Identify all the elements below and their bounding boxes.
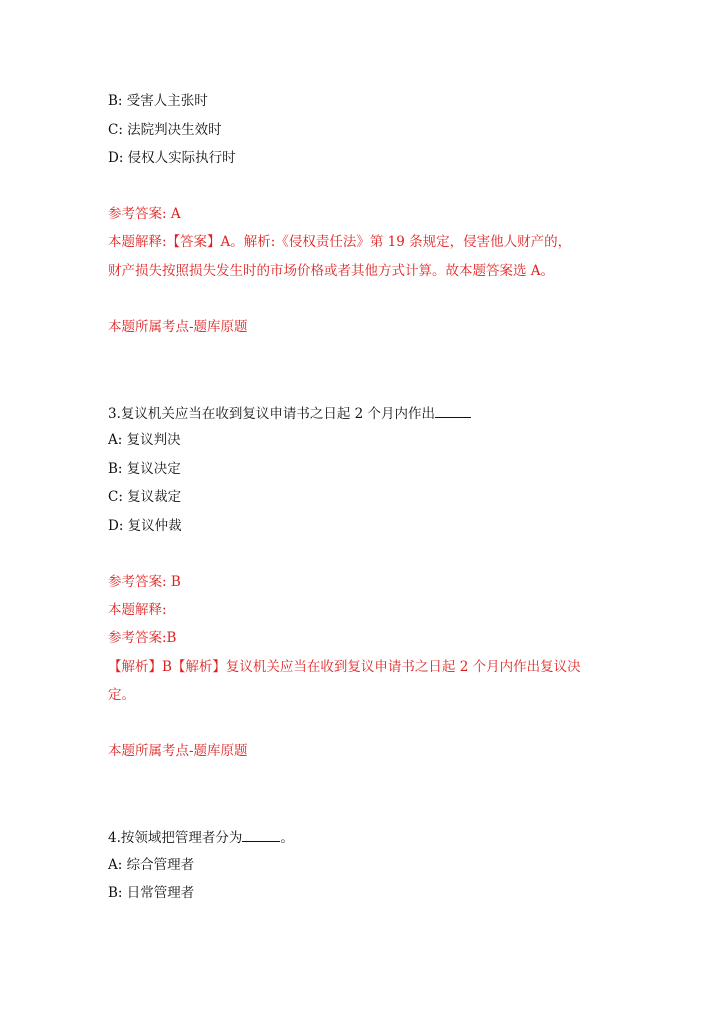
q3-question-text: 3.复议机关应当在收到复议申请书之日起 2 个月内作出	[108, 406, 436, 422]
q3-answer-blank	[435, 403, 471, 418]
q4-option-b: B: 日常管理者	[108, 885, 195, 901]
q2-category: 本题所属考点-题库原题	[108, 319, 248, 335]
q3-option-d: D: 复议仲裁	[108, 518, 182, 534]
q3-analysis-line2: 定。	[108, 687, 135, 703]
q2-explanation-line1: 本题解释:【答案】A。解析:《侵权责任法》第 19 条规定，侵害他人财产的，	[108, 234, 572, 250]
q3-option-a: A: 复议判决	[108, 432, 181, 448]
q3-answer2: 参考答案:B	[108, 630, 177, 646]
q3-explanation-label: 本题解释:	[108, 602, 167, 618]
q2-explanation-line2: 财产损失按照损失发生时的市场价格或者其他方式计算。故本题答案选 A。	[108, 263, 555, 279]
q2-option-c: C: 法院判决生效时	[108, 122, 222, 138]
q4-question	[108, 827, 294, 847]
q3-question	[108, 403, 471, 423]
q3-option-b: B: 复议决定	[108, 461, 181, 477]
q4-answer-blank	[242, 827, 280, 842]
q2-answer: 参考答案: A	[108, 206, 181, 222]
q3-option-c: C: 复议裁定	[108, 489, 182, 505]
q2-option-d: D: 侵权人实际执行时	[108, 150, 236, 166]
q4-option-a: A: 综合管理者	[108, 857, 195, 873]
q4-question-text: 4.按领域把管理者分为	[108, 830, 243, 846]
q2-option-b: B: 受害人主张时	[108, 93, 208, 109]
q3-analysis-line1: 【解析】B【解析】复议机关应当在收到复议申请书之日起 2 个月内作出复议决	[108, 659, 581, 675]
q4-question-end: 。	[280, 830, 294, 846]
q3-category: 本题所属考点-题库原题	[108, 743, 248, 759]
q3-answer: 参考答案: B	[108, 574, 181, 590]
